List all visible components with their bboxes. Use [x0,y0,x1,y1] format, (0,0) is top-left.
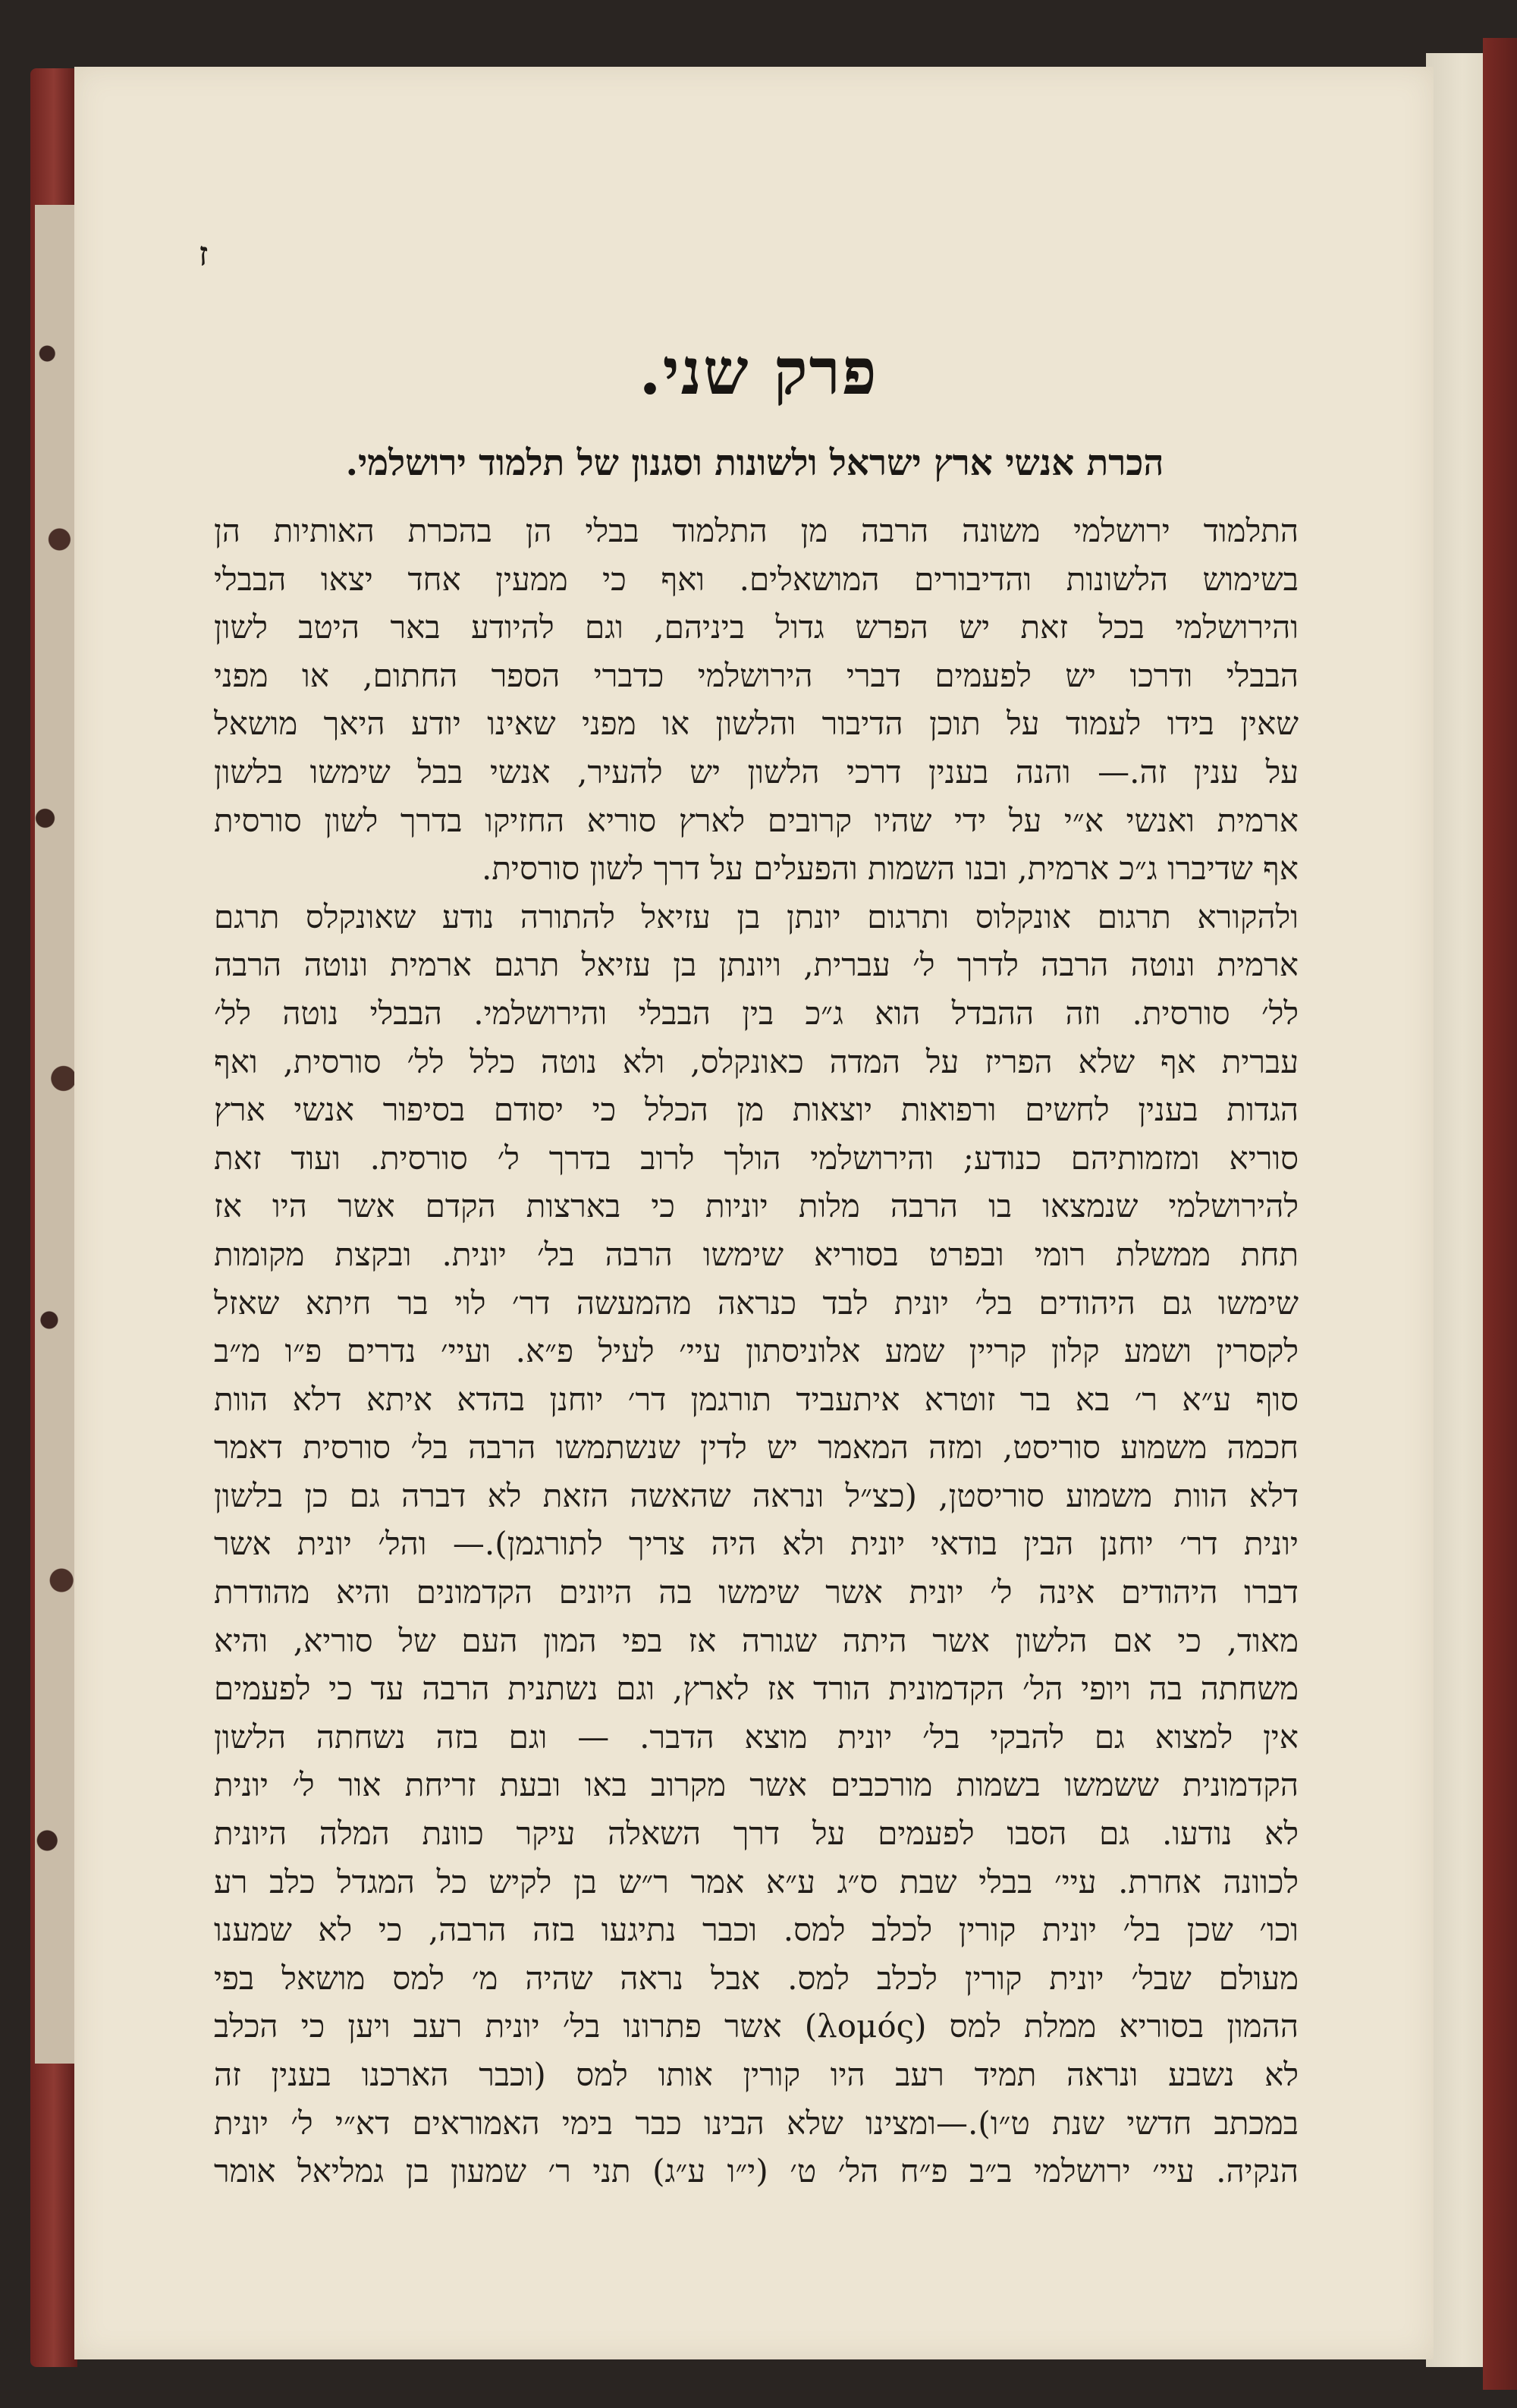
text-line: אין למצוא גם להבקי בל׳ יונית מוצא הדבר. — וגם בזה נשחתה הלשון [214,1718,1299,1756]
chapter-title: פרק שני. [639,334,878,409]
text-line: שימשו גם היהודים בל׳ יונית לבד כנראה מהמעשה דר׳ לוי בר חיתא שאזל [214,1284,1299,1322]
text-line: סוריא ומזמותיהם כנודע; והירושלמי הולך לרוב בדרך ל׳ סורסית. ועוד זאת [214,1139,1299,1177]
text-line: הבבלי ודרכו יש לפעמים דברי הירושלמי כדברי הספר החתום, או מפני [214,656,1299,694]
text-line: במכתב חדשי שנת ט״ו).—ומצינו שלא הבינו כבר בימי האמוראים דא״י ל׳ יונית [214,2104,1299,2142]
text-line: אף שדיברו ג״כ ארמית, ובנו השמות והפעלים על דרך לשון סורסית. [481,850,1299,888]
page-number: ז [199,235,209,274]
text-line: מעולם שבל׳ יונית קורין לכלב למס. אבל נראה שהיה מ׳ למס מושאל בפי [214,1959,1299,1997]
text-line: התלמוד ירושלמי משונה הרבה מן התלמוד בבלי הן בהכרת האותיות הן [214,512,1299,549]
text-line: תחת ממשלת רומי ובפרט בסוריא שימשו הרבה בל׳ יונית. ובקצת מקומות [214,1235,1299,1273]
text-line: הגדות בענין לחשים ורפואות יוצאות מן הכלל כי יסודם בסיפור אנשי ארץ [214,1091,1299,1129]
text-line: עברית אף שלא הפריז על המדה כאונקלס, ולא נוטה כלל לל׳ סורסית, ואף [214,1042,1299,1080]
text-line: הנקיה. עיי׳ ירושלמי ב״ב פ״ח הל׳ ט׳ (י״ו ע״ג) תני ר׳ שמעון בן גמליאל אומר [214,2152,1299,2190]
text-line: ארמית ונוטה הרבה לדרך ל׳ עברית, ויונתן בן עזיאל תרגם ארמית ונוטה הרבה [214,946,1299,984]
section-heading: הכרת אנשי ארץ ישראל ולשונות וסגנון של תלמוד ירושלמי. [345,442,1164,484]
text-line: יונית דר׳ יוחנן הבין בודאי יונית ולא היה צריך לתורגמן).— והל׳ יונית אשר [214,1525,1299,1563]
text-line: ההמון בסוריא ממלת למס (λομός) אשר פתרונו בל׳ יונית רעב ויען כי הכלב [214,2007,1299,2045]
text-line: דברו היהודים אינה ל׳ יונית אשר שימשו בה היונים הקדמונים והיא מהודרת [214,1573,1299,1611]
text-line: לא נודעו. גם הסבו לפעמים על דרך השאלה עיקר כוונת המלה היונית [214,1815,1299,1853]
text-line: בשימוש הלשונות והדיבורים המושאלים. ואף כי ממעין אחד יצאו הבבלי [214,560,1299,598]
text-line: הקדמונית ששמשו בשמות מורכבים אשר מקרוב באו ובעת זריחת אור ל׳ יונית [214,1766,1299,1804]
text-line: דלא הוות משמוע סוריסטן, (כצ״ל ונראה שהאשה הזאת לא דברה גם כן בלשון [214,1476,1299,1514]
text-line: סוף ע״א ר׳ בא בר זוטרא איתעביד תורגמן דר׳ יוחנן בהדא איתא דלא הוות [214,1380,1299,1418]
text-line: וכו׳ שכן בל׳ יונית קורין לכלב למס. וכבר נתיגעו בזה הרבה, כי לא שמענו [214,1911,1299,1949]
marbled-edge [35,205,76,2064]
text-line: על ענין זה.— והנה בענין דרכי הלשון יש להעיר, אנשי בבל שימשו בלשון [214,753,1299,791]
body-text [214,507,1299,2196]
text-line: מאוד, כי אם הלשון אשר היתה שגורה אז בפי המון העם של סוריא, והיא [214,1621,1299,1659]
text-line: להירושלמי שנמצאו בו הרבה מלות יוניות כי בארצות הקדם אשר היו אז [214,1187,1299,1225]
text-line: ולהקורא תרגום אונקלוס ותרגום יונתן בן עזיאל להתורה נודע שאונקלס תרגם [214,897,1299,935]
text-line: חכמה משמוע סוריסט, ומזה המאמר יש לדין שנשתמשו הרבה בל׳ סורסית דאמר [214,1429,1299,1466]
text-line: שאין בידו לעמוד על תוכן הדיבור והלשון או מפני שאינו יודע היאך מושאל [214,705,1299,743]
text-line: לל׳ סורסית. וזה ההבדל הוא ג״כ בין הבבלי והירושלמי. הבבלי נוטה לל׳ [214,994,1299,1032]
text-line: לא נשבע ונראה תמיד רעב היו קורין אותו למס (וכבר הארכנו בענין זה [214,2056,1299,2093]
text-line: לקסרין ושמע קלון קריין שמע אלוניסתון עיי׳ לעיל פ״א. ועיי׳ נדרים פ״ו מ״ב [214,1332,1299,1370]
text-line: והירושלמי בכל זאת יש הפרש גדול ביניהם, וגם להיודע באר היטב לשון [214,608,1299,646]
text-line: ארמית ואנשי א״י על ידי שהיו קרובים לארץ סוריא החזיקו בדרך לשון סורסית [214,801,1299,839]
text-line: משחתה בה ויופי הל׳ הקדמונית הורד אז לארץ, וגם נשתנית הרבה עד כי לפעמים [214,1670,1299,1708]
text-line: לכוונה אחרת. עיי׳ בבלי שבת ס״ג ע״א אמר ר״ש בן לקיש כל המגדל כלב רע [214,1863,1299,1900]
